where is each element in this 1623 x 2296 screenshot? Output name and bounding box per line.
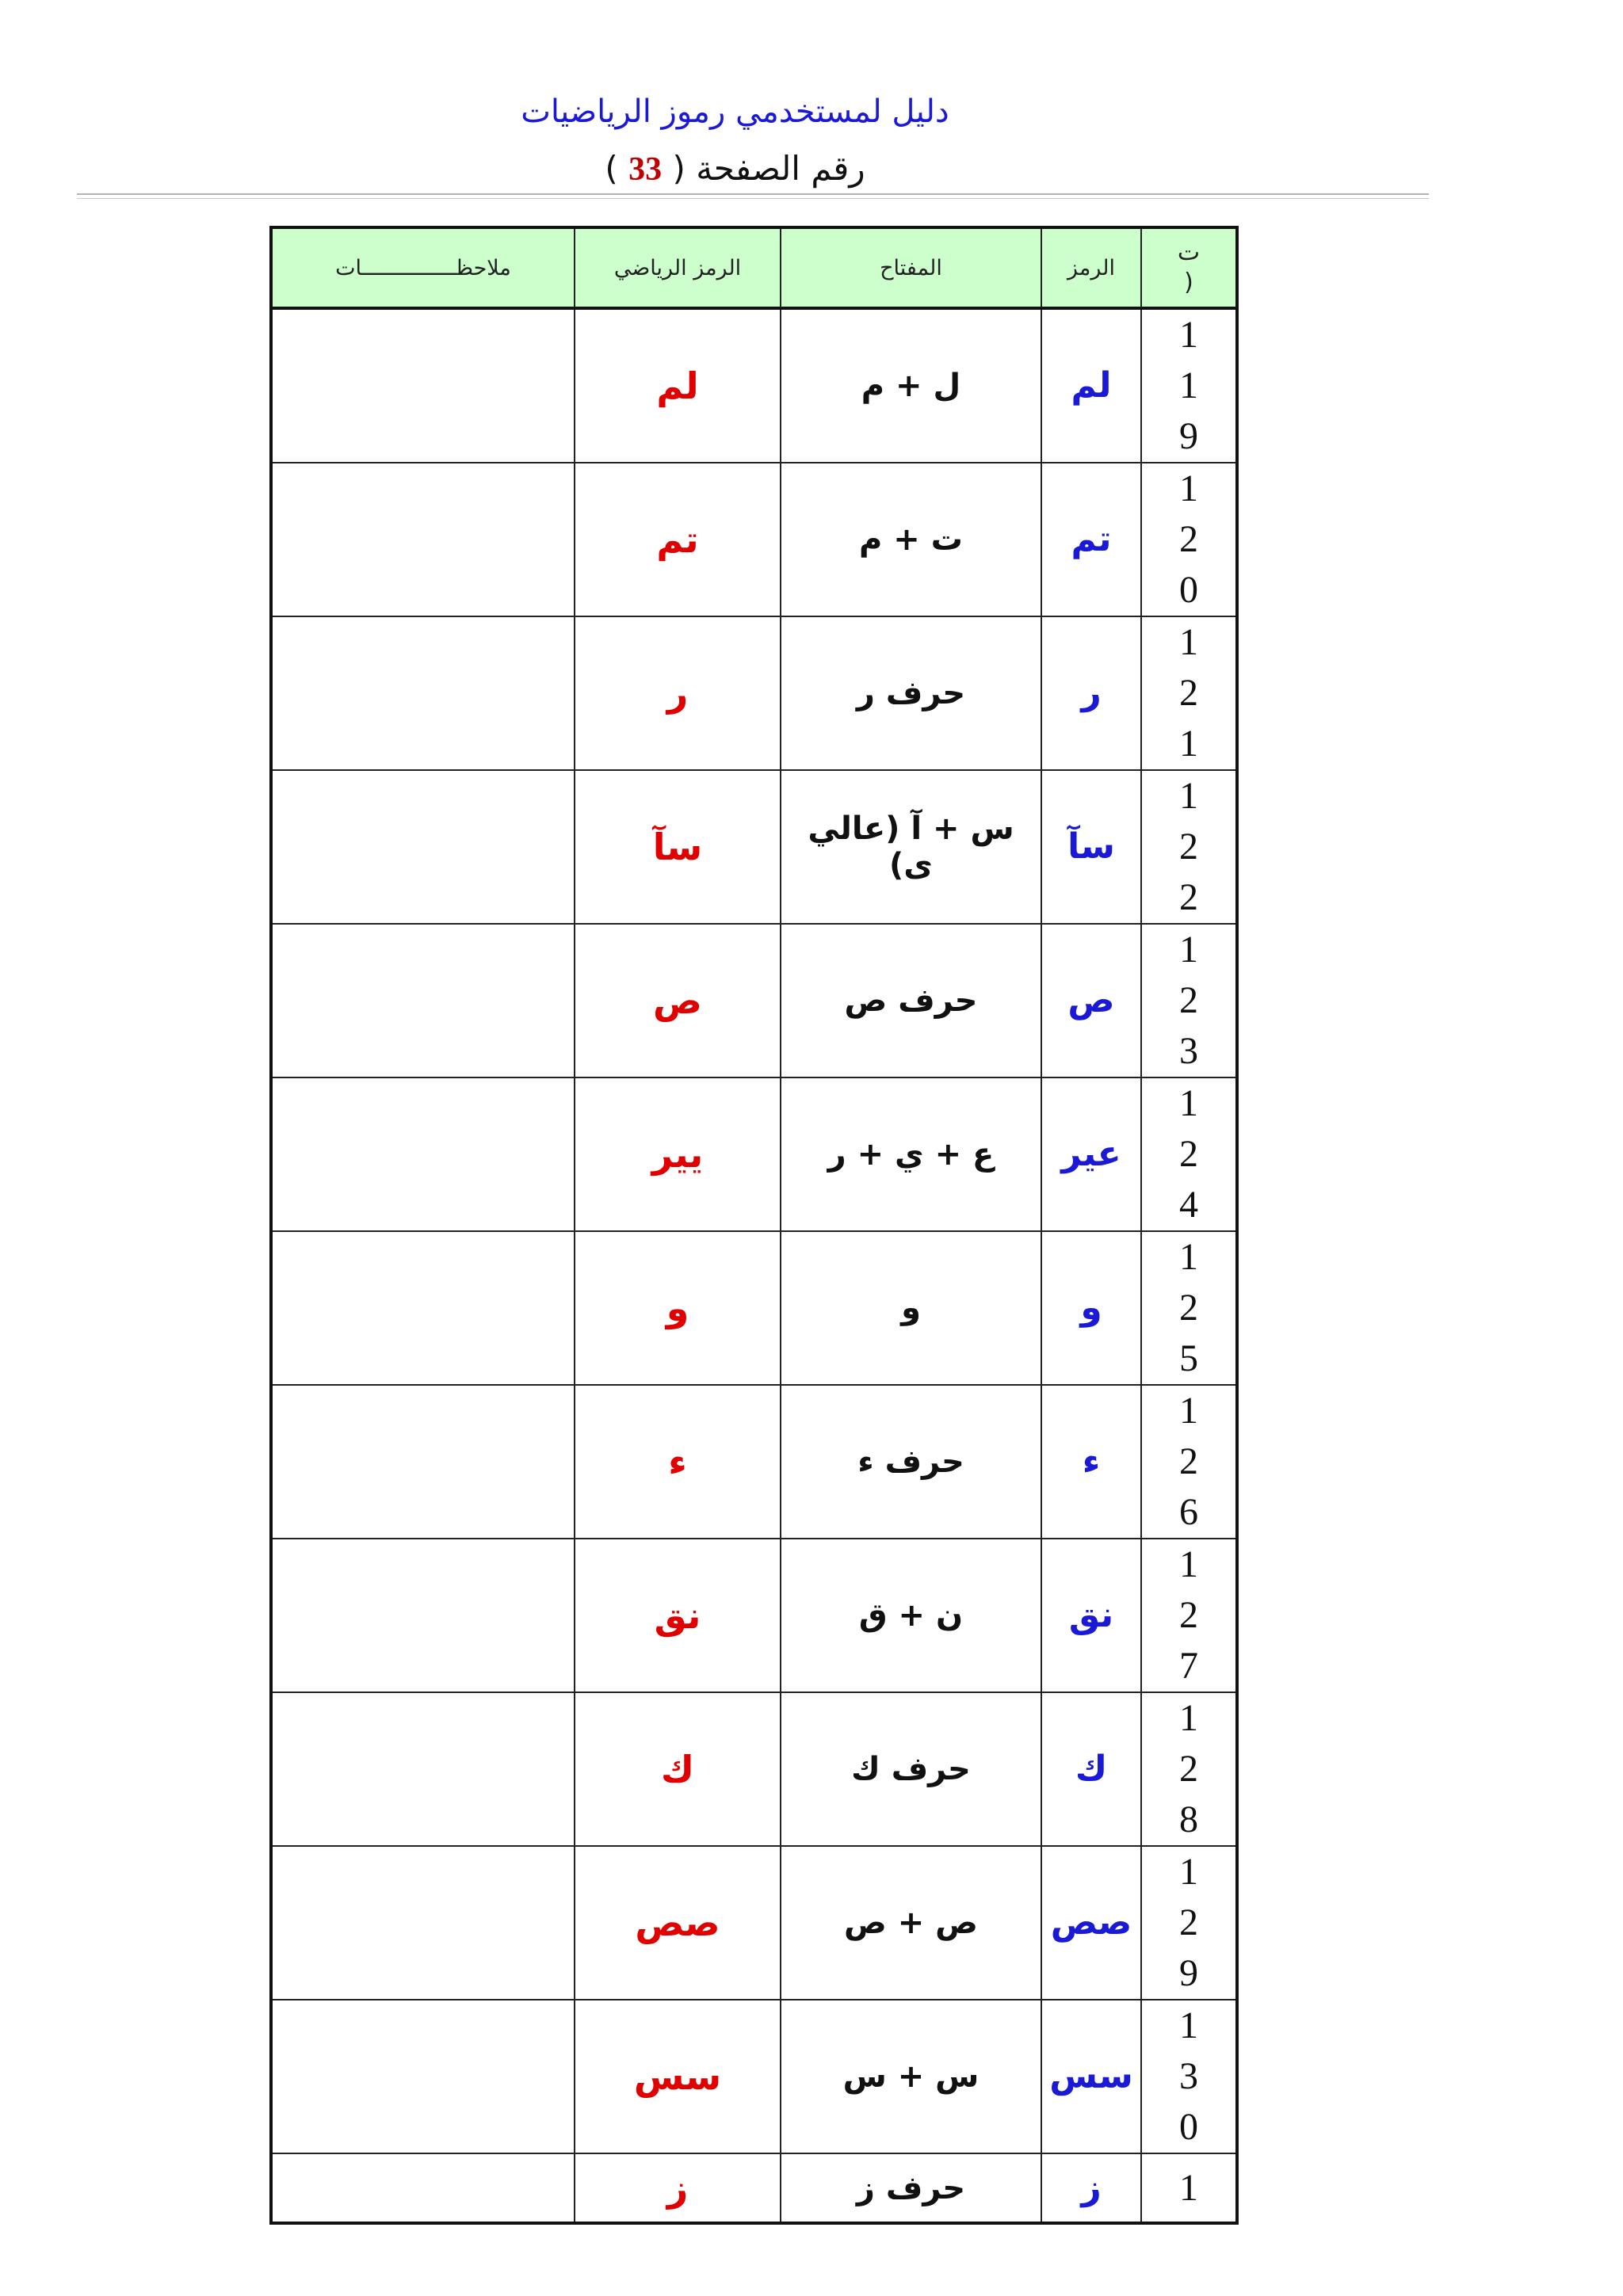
math-symbol-cell-text: ص: [653, 979, 702, 1022]
row-number-text: 119: [1179, 314, 1198, 457]
table-row: [271, 308, 1237, 463]
symbol-cell: [1041, 924, 1141, 1077]
notes-cell: [271, 1846, 575, 2000]
notes-cell: [271, 1385, 575, 1539]
symbol-cell: [1041, 308, 1141, 463]
symbol-cell-text: ص: [1067, 980, 1115, 1020]
math-symbol-cell: [575, 770, 781, 924]
row-number: [1141, 770, 1237, 924]
notes-cell: [271, 463, 575, 616]
row-number-text: 122: [1179, 775, 1198, 918]
table-header-row: [271, 227, 1237, 308]
symbol-cell: [1041, 1539, 1141, 1692]
table-row: [271, 1385, 1237, 1539]
key-cell: [781, 308, 1041, 463]
symbol-cell-text: ء: [1082, 1441, 1101, 1482]
row-number: [1141, 1077, 1237, 1231]
key-cell-text: حرف ء: [857, 1444, 964, 1480]
key-cell-text: حرف ك: [851, 1751, 971, 1787]
row-number: [1141, 2000, 1237, 2153]
key-cell-text: س + س: [842, 2058, 980, 2095]
table-row: [271, 1077, 1237, 1231]
notes-cell: [271, 2000, 575, 2153]
row-number: [1141, 308, 1237, 463]
math-symbol-cell: [575, 1231, 781, 1385]
math-symbol-cell-text: صص: [635, 1901, 720, 1944]
math-symbol-cell-text: نق: [654, 1594, 701, 1637]
key-cell: [781, 1539, 1041, 1692]
math-symbol-cell: [575, 1385, 781, 1539]
key-cell-text: ع + ي + ر: [827, 1136, 995, 1173]
page-label: رقم الصفحة (: [672, 149, 865, 188]
row-number: [1141, 1539, 1237, 1692]
table-row: [271, 1692, 1237, 1846]
row-number: [1141, 1385, 1237, 1539]
key-cell: [781, 1385, 1041, 1539]
symbol-cell-text: و: [1080, 1287, 1102, 1328]
math-symbol-cell: [575, 2153, 781, 2223]
symbol-cell: [1041, 1385, 1141, 1539]
math-symbol-cell-text: ر: [666, 672, 689, 715]
row-number: [1141, 1692, 1237, 1846]
symbol-cell: [1041, 1692, 1141, 1846]
notes-cell: [271, 2153, 575, 2223]
column-header-symbol: الرمز: [1041, 227, 1141, 308]
key-cell: [781, 2000, 1041, 2153]
symbols-table: [269, 226, 1239, 2225]
symbol-cell-text: سآ: [1067, 826, 1115, 867]
row-number: [1141, 616, 1237, 770]
table-row: [271, 924, 1237, 1077]
row-number: [1141, 1231, 1237, 1385]
math-symbol-cell: [575, 1846, 781, 2000]
row-number-text: 121: [1179, 621, 1198, 765]
key-cell: [781, 616, 1041, 770]
symbol-cell-text: عير: [1061, 1134, 1121, 1174]
key-cell-text: حرف ص: [844, 982, 978, 1019]
row-number-text: 127: [1179, 1543, 1198, 1687]
key-cell: [781, 1231, 1041, 1385]
math-symbol-cell-text: ء: [668, 1440, 687, 1483]
table-row: [271, 1539, 1237, 1692]
symbol-cell: [1041, 463, 1141, 616]
math-symbol-cell-text: ز: [666, 2166, 689, 2210]
notes-cell: [271, 1539, 575, 1692]
table-row: [271, 616, 1237, 770]
column-header-key: المفتاح: [781, 227, 1041, 308]
header-rule: [77, 193, 1429, 195]
column-header-notes: ملاحظـــــــــــــــات: [271, 227, 575, 308]
symbol-cell-text: ز: [1081, 2167, 1102, 2208]
math-symbol-cell-text: سس: [633, 2055, 722, 2098]
key-cell-text: و: [901, 1290, 921, 1326]
math-symbol-cell-text: يير: [651, 1133, 704, 1176]
key-cell: [781, 2153, 1041, 2223]
row-number-text: 125: [1179, 1236, 1198, 1379]
math-symbol-cell-text: تم: [656, 518, 699, 561]
math-symbol-cell: [575, 2000, 781, 2153]
math-symbol-cell: [575, 924, 781, 1077]
page-close: ): [605, 149, 618, 188]
key-cell: [781, 1077, 1041, 1231]
key-cell: [781, 463, 1041, 616]
row-number-text: 126: [1179, 1390, 1198, 1533]
table-row: [271, 463, 1237, 616]
symbol-cell-text: صص: [1050, 1902, 1132, 1943]
symbol-cell: [1041, 1077, 1141, 1231]
notes-cell: [271, 1231, 575, 1385]
table-row: [271, 770, 1237, 924]
math-symbol-cell: [575, 1077, 781, 1231]
row-number-text: 120: [1179, 467, 1198, 611]
symbol-cell-text: تم: [1071, 519, 1112, 559]
math-symbol-cell: [575, 463, 781, 616]
key-cell-text: ص + ص: [844, 1905, 978, 1941]
key-cell: [781, 1846, 1041, 2000]
document-title: دليل لمستخدمي رموز الرياضيات: [521, 93, 949, 130]
key-cell-text: س + آ (عالي ى): [808, 810, 1014, 883]
symbol-cell: [1041, 616, 1141, 770]
math-symbol-cell-text: لم: [656, 364, 699, 407]
math-symbol-cell: [575, 616, 781, 770]
key-cell: [781, 770, 1041, 924]
key-cell-text: ن + ق: [858, 1597, 964, 1634]
math-symbol-cell: [575, 1692, 781, 1846]
row-number: [1141, 463, 1237, 616]
math-symbol-cell-text: سآ: [652, 826, 703, 868]
table-row: [271, 2153, 1237, 2223]
key-cell-text: ل + م: [861, 368, 961, 404]
key-cell: [781, 924, 1041, 1077]
symbol-cell-text: ك: [1075, 1749, 1108, 1789]
page-number: 33: [628, 151, 663, 188]
math-symbol-cell-text: و: [666, 1287, 689, 1329]
symbol-cell: [1041, 2153, 1141, 2223]
key-cell: [781, 1692, 1041, 1846]
notes-cell: [271, 616, 575, 770]
column-header-number: ت (: [1141, 227, 1237, 308]
symbol-cell: [1041, 1846, 1141, 2000]
row-number-text: 124: [1179, 1082, 1198, 1226]
symbol-cell-text: ر: [1081, 673, 1102, 713]
row-number-text: 130: [1179, 2004, 1198, 2148]
row-number: [1141, 1846, 1237, 2000]
table-row: [271, 1846, 1237, 2000]
math-symbol-cell: [575, 308, 781, 463]
column-header-math-symbol: الرمز الرياضي: [575, 227, 781, 308]
symbol-cell-text: نق: [1068, 1595, 1114, 1635]
row-number-text: 1: [1179, 2166, 1198, 2209]
page-number-line: [0, 149, 1470, 189]
key-cell-text: حرف ر: [856, 675, 966, 711]
table-row: [271, 2000, 1237, 2153]
math-symbol-cell-text: ك: [660, 1748, 695, 1791]
notes-cell: [271, 924, 575, 1077]
row-number: [1141, 2153, 1237, 2223]
math-symbol-cell: [575, 1539, 781, 1692]
row-number: [1141, 924, 1237, 1077]
notes-cell: [271, 770, 575, 924]
key-cell-text: ت + م: [859, 521, 963, 558]
notes-cell: [271, 1692, 575, 1846]
header-rule-thin: [77, 198, 1429, 199]
row-number-text: 128: [1179, 1697, 1198, 1840]
symbol-cell-text: سس: [1049, 2056, 1133, 2096]
table-row: [271, 1231, 1237, 1385]
symbol-cell-text: لم: [1071, 365, 1112, 406]
key-cell-text: حرف ز: [856, 2169, 966, 2206]
notes-cell: [271, 1077, 575, 1231]
notes-cell: [271, 308, 575, 463]
row-number-text: 129: [1179, 1851, 1198, 1994]
row-number-text: 123: [1179, 929, 1198, 1072]
symbol-cell: [1041, 770, 1141, 924]
symbol-cell: [1041, 2000, 1141, 2153]
symbol-cell: [1041, 1231, 1141, 1385]
